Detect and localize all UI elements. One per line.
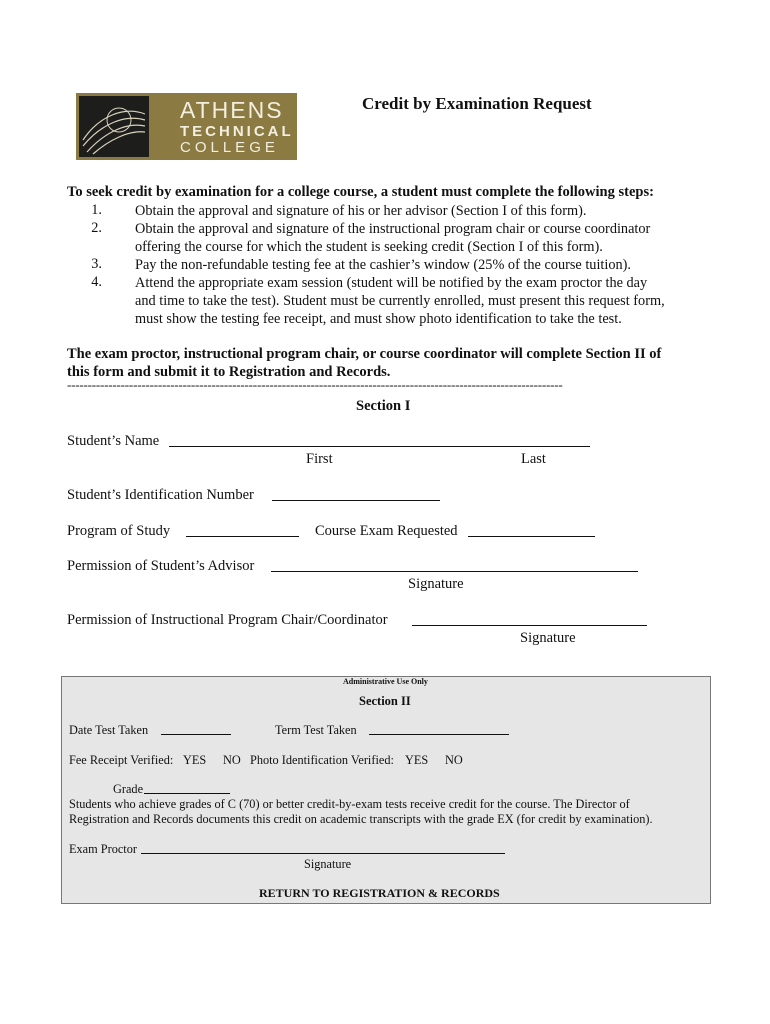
date-test-taken-field[interactable] xyxy=(161,723,231,735)
grade-field[interactable] xyxy=(144,782,230,794)
student-name-label: Student’s Name xyxy=(67,433,160,449)
section-2-heading: Section II xyxy=(359,694,411,708)
administrative-use-box xyxy=(61,676,711,904)
form-title: Credit by Examination Request xyxy=(362,94,592,113)
student-id-label: Student’s Identification Number xyxy=(67,487,254,503)
separator-line: ------------------------------------------------------------------------------------------------------------------------ xyxy=(67,377,563,392)
grade-label: Grade xyxy=(113,782,144,796)
admin-use-header: Administrative Use Only xyxy=(343,677,428,686)
intro-text: To seek credit by examination for a college course, a student must complete the following steps: xyxy=(67,184,654,200)
step-4-number: 4. xyxy=(91,274,102,290)
step-4-line-1: Attend the appropriate exam session (student will be notified by the exam proctor the day xyxy=(135,275,648,291)
first-name-caption: First xyxy=(306,451,333,467)
student-id-field[interactable] xyxy=(272,487,440,501)
college-logo xyxy=(76,93,297,160)
step-4-line-3: must show the testing fee receipt, and must show photo identification to take the test. xyxy=(135,311,622,327)
date-test-taken-label: Date Test Taken xyxy=(69,723,149,737)
credit-note-line-2: Registration and Records documents this credit on academic transcripts with the grade EX (for credit by examination). xyxy=(69,812,653,826)
proctor-signature-caption: Signature xyxy=(304,857,352,871)
chair-signature-field[interactable] xyxy=(412,612,647,626)
student-name-field[interactable] xyxy=(169,433,590,447)
step-1-number: 1. xyxy=(91,202,102,218)
advisor-permission-label: Permission of Student’s Advisor xyxy=(67,558,255,574)
fee-receipt-no[interactable]: NO xyxy=(223,753,241,767)
step-4-line-2: and time to take the test). Student must be currently enrolled, must present this request form, xyxy=(135,293,665,309)
course-exam-field[interactable] xyxy=(468,523,595,537)
step-1-line-1: Obtain the approval and signature of his or her advisor (Section I of this form). xyxy=(135,203,587,219)
return-instruction: RETURN TO REGISTRATION & RECORDS xyxy=(259,886,500,900)
credit-note-line-1: Students who achieve grades of C (70) or better credit-by-exam tests receive credit for the course. The Director of xyxy=(69,797,630,811)
photo-id-no[interactable]: NO xyxy=(445,753,463,767)
exam-proctor-label: Exam Proctor xyxy=(69,842,137,856)
proctor-note-line-2: this form and submit it to Registration and Records. xyxy=(67,364,391,380)
advisor-signature-caption: Signature xyxy=(408,576,464,592)
chair-signature-caption: Signature xyxy=(520,630,576,646)
logo-line-2: TECHNICAL xyxy=(180,123,294,140)
program-of-study-label: Program of Study xyxy=(67,523,171,539)
step-2-line-2: offering the course for which the student is seeking credit (Section I of this form). xyxy=(135,239,603,255)
step-2-line-1: Obtain the approval and signature of the instructional program chair or course coordinator xyxy=(135,221,651,237)
step-2-number: 2. xyxy=(91,220,102,236)
exam-proctor-signature-field[interactable] xyxy=(141,842,505,854)
fee-receipt-label: Fee Receipt Verified: xyxy=(69,753,174,767)
step-3-number: 3. xyxy=(91,256,102,272)
term-test-taken-field[interactable] xyxy=(369,723,509,735)
logo-line-3: COLLEGE xyxy=(180,139,279,156)
photo-id-yes[interactable]: YES xyxy=(405,753,429,767)
logo-emblem-icon xyxy=(79,96,149,157)
term-test-taken-label: Term Test Taken xyxy=(275,723,357,737)
logo-line-1: ATHENS xyxy=(180,97,284,123)
photo-id-label: Photo Identification Verified: xyxy=(250,753,394,767)
step-3-line-1: Pay the non-refundable testing fee at the cashier’s window (25% of the course tuition). xyxy=(135,257,632,273)
advisor-signature-field[interactable] xyxy=(271,558,638,572)
proctor-note-line-1: The exam proctor, instructional program chair, or course coordinator will complete Section II of xyxy=(67,346,662,362)
course-exam-label: Course Exam Requested xyxy=(315,523,458,539)
fee-receipt-yes[interactable]: YES xyxy=(183,753,207,767)
chair-permission-label: Permission of Instructional Program Chair/Coordinator xyxy=(67,612,388,628)
section-1-heading: Section I xyxy=(356,398,411,414)
program-of-study-field[interactable] xyxy=(186,523,299,537)
last-name-caption: Last xyxy=(521,451,546,467)
